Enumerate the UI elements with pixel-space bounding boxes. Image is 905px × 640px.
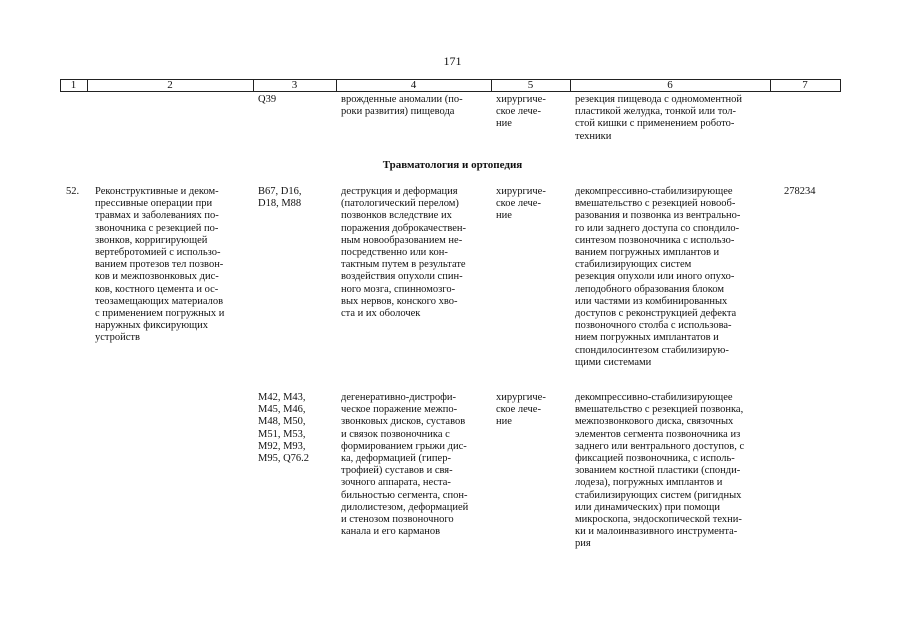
text-line: го или заднего доступа со спондило-	[575, 222, 740, 234]
text-line: ское лече-	[496, 106, 541, 118]
text-line: рия	[575, 538, 591, 550]
text-line: ным новообразованием не-	[341, 234, 463, 246]
text-line: хирургиче-	[496, 186, 546, 197]
text-line: пластикой желудка, тонкой или тол-	[575, 106, 737, 118]
text-line: стабилизирующих систем	[575, 259, 692, 271]
text-line: звонков, корригирующей	[95, 234, 208, 246]
text-line: ние	[496, 118, 512, 130]
text-line: разования и позвонка из вентрально-	[575, 210, 741, 222]
code-line: M51, M53,	[258, 428, 306, 440]
page-number: 171	[443, 54, 462, 68]
code-line: M92, M93,	[258, 440, 306, 452]
text-line: звонковых дисков, суставов	[341, 416, 466, 428]
code-line: B67, D16,	[258, 186, 302, 197]
code-line: D18, M88	[258, 198, 302, 210]
column-header-2: 2	[167, 79, 173, 91]
patient-model-a	[341, 186, 487, 320]
text-line: ское лече-	[496, 404, 541, 416]
continuation-codes	[258, 94, 333, 106]
text-line: бильностью сегмента, спон-	[341, 489, 468, 501]
treatment-method-a	[575, 186, 767, 369]
text-line: с применением погружных и	[95, 308, 225, 320]
text-line: ванием погружных имплантов и	[575, 247, 720, 259]
text-line: теозамещающих материалов	[95, 295, 224, 307]
text-line: ного мозга, спинномозго-	[341, 283, 456, 295]
text-line: стой кишки с применением робото-	[575, 118, 735, 130]
diagnosis-codes-a	[258, 186, 333, 210]
text-line: и стенозом позвоночного	[341, 514, 454, 526]
text-line: звоночника с резекцией по-	[95, 222, 219, 234]
text-line: поражения доброкачествен-	[341, 222, 466, 234]
continuation-model	[341, 94, 487, 118]
text-line: лодеза), погружных имплантов и	[575, 477, 723, 489]
text-line: или частями из комбинированных	[575, 295, 728, 307]
text-line: межпозвонкового диска, связочных	[575, 416, 734, 428]
text-line: формированием грыжи дис-	[341, 440, 467, 452]
text-line: ние	[496, 416, 512, 428]
text-line: дилолистезом, деформацией	[341, 501, 469, 513]
treatment-type-a	[496, 186, 566, 223]
text-line: вмешательство с резекцией позвонка,	[575, 404, 744, 416]
text-line: доступов с реконструкцией дефекта	[575, 308, 737, 320]
text-line: Реконструктивные и деком-	[95, 186, 219, 197]
text-line: ческое поражение межпо-	[341, 404, 458, 416]
text-line: трофией) суставов и свя-	[341, 465, 453, 477]
column-header-1: 1	[70, 79, 77, 91]
text-line: ние	[496, 210, 512, 222]
text-line: ста и их оболочек	[341, 308, 421, 320]
text-line: (патологический перелом)	[341, 198, 459, 210]
text-line: врожденные аномалии (по-	[341, 94, 463, 105]
text-line: элементов сегмента позвоночника из	[575, 428, 741, 440]
text-line: вых нервов, конского хво-	[341, 295, 458, 307]
column-header-7: 7	[802, 79, 808, 91]
section-title: Травматология и ортопедия	[382, 159, 523, 171]
code-line: M45, M46,	[258, 404, 306, 416]
text-line: или динамических) при помощи	[575, 501, 720, 513]
text-line: ванием протезов тел позвон-	[95, 259, 224, 271]
treatment-type-b	[496, 392, 566, 429]
text-line: техники	[575, 130, 612, 142]
code-line: M42, M43,	[258, 392, 306, 403]
column-divider	[840, 79, 841, 92]
text-line: хирургиче-	[496, 94, 546, 105]
text-line: хирургиче-	[496, 392, 546, 403]
text-line: декомпрессивно-стабилизирующее	[575, 186, 733, 197]
text-line: деструкция и деформация	[341, 186, 458, 197]
column-header-6: 6	[667, 79, 673, 91]
text-line: и связок позвоночника с	[341, 428, 450, 440]
text-line: синтезом позвоночника с использо-	[575, 234, 735, 246]
text-line: ки и малоинвазивного инструмента-	[575, 526, 738, 538]
code-line: Q39	[258, 94, 277, 105]
text-line: дегенеративно-дистрофи-	[341, 392, 457, 403]
text-line: вмешательство с резекцией новооб-	[575, 198, 736, 210]
text-line: наружных фиксирующих	[95, 320, 209, 332]
text-line: зочного аппарата, неста-	[341, 477, 451, 489]
text-line: ков и межпозвонковых дис-	[95, 271, 219, 283]
text-line: позвонков вследствие их	[341, 210, 452, 222]
code-line: M48, M50,	[258, 416, 306, 428]
code-line: M95, Q76.2	[258, 453, 310, 465]
text-line: микроскопа, эндоскопической техни-	[575, 514, 742, 526]
text-line: посредственно или кон-	[341, 247, 448, 259]
price-value: 278234	[784, 186, 816, 197]
text-line: тактным путем в результате	[341, 259, 466, 271]
text-line: щими системами	[575, 356, 652, 368]
text-line: прессивные операции при	[95, 198, 213, 210]
diagnosis-codes-b	[258, 392, 333, 465]
text-line: стабилизирующих систем (ригидных	[575, 489, 742, 501]
patient-model-b	[341, 392, 487, 538]
text-line: зованием костной пластики (спонди-	[575, 465, 741, 477]
procedure-name	[95, 186, 248, 345]
column-header-5: 5	[527, 79, 534, 91]
text-line: нием погружных имплантатов и	[575, 332, 719, 344]
text-line: позвоночного столба с использова-	[575, 320, 732, 332]
text-line: воздействия опухоли спин-	[341, 271, 463, 283]
row-number: 52.	[66, 186, 80, 197]
text-line: роки развития) пищевода	[341, 106, 455, 118]
text-line: травмах и заболеваниях по-	[95, 210, 219, 222]
continuation-treatment-type	[496, 94, 566, 131]
column-header-3: 3	[291, 79, 298, 91]
text-line: заднего или вентрального доступов, с	[575, 440, 745, 452]
text-line: ков, костного цемента и ос-	[95, 283, 219, 295]
text-line: канала и его карманов	[341, 526, 441, 538]
text-line: резекция пищевода с одномоментной	[575, 94, 743, 105]
text-line: декомпрессивно-стабилизирующее	[575, 392, 733, 403]
text-line: резекция опухоли или иного опухо-	[575, 271, 735, 283]
text-line: устройств	[95, 332, 140, 344]
text-line: спондилосинтезом стабилизирую-	[575, 344, 729, 356]
text-line: леподобного образования блоком	[575, 283, 725, 295]
continuation-method	[575, 94, 767, 143]
text-line: вертебротомией с использо-	[95, 247, 221, 259]
treatment-method-b	[575, 392, 767, 551]
text-line: ское лече-	[496, 198, 541, 210]
column-header-4: 4	[410, 79, 417, 91]
text-line: фиксацией позвоночника, с исполь-	[575, 453, 735, 465]
text-line: ка, деформацией (гипер-	[341, 453, 451, 465]
